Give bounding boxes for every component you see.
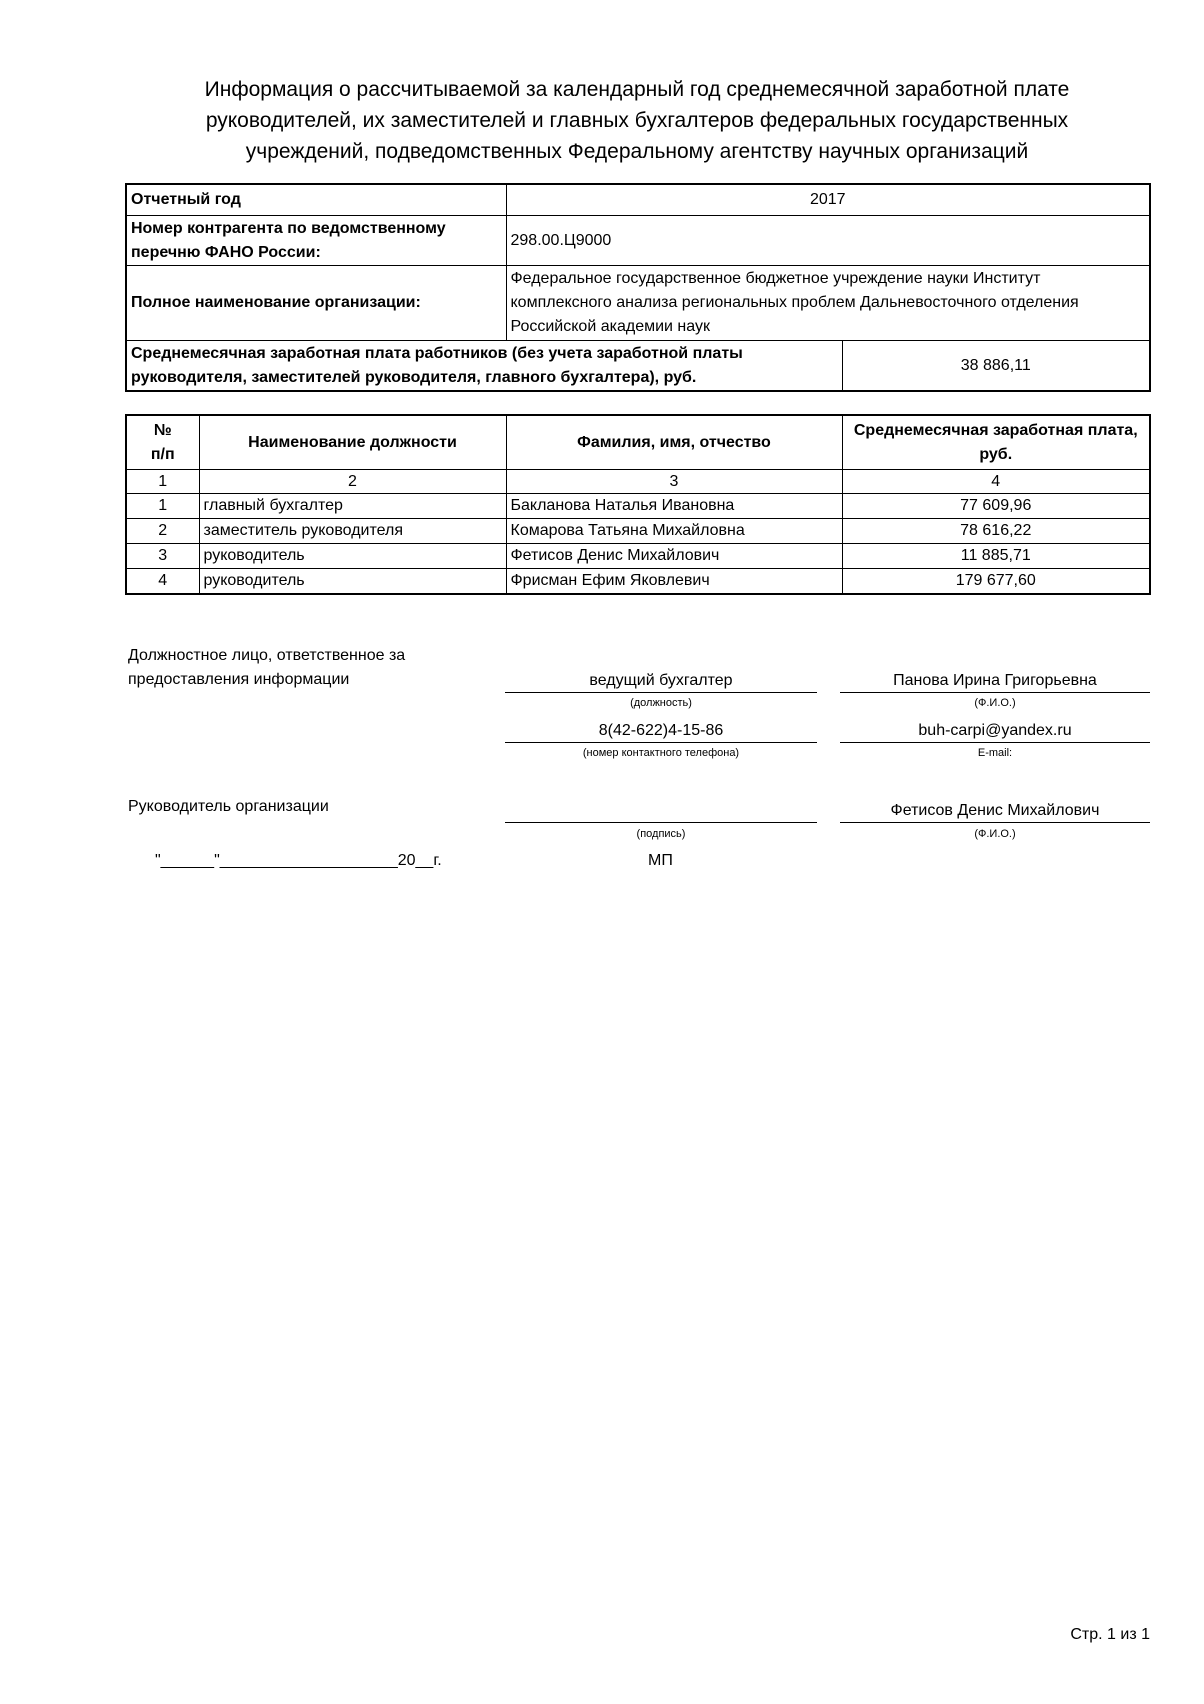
row-num: 4 <box>126 569 199 595</box>
organization-value <box>506 266 1150 341</box>
head-signature-caption: (подпись) <box>636 828 686 840</box>
info-row-average-salary <box>126 341 1150 392</box>
row-salary: 78 616,22 <box>842 519 1150 544</box>
header-num <box>126 415 199 470</box>
responsible-fio-caption: (Ф.И.О.) <box>974 697 1016 709</box>
responsible-fio-line <box>840 692 1150 693</box>
row-num: 3 <box>126 544 199 569</box>
year-value: 2017 <box>506 184 1150 216</box>
head-fio-caption: (Ф.И.О.) <box>974 828 1016 840</box>
info-row-year <box>126 184 1150 216</box>
average-salary-label-line: руководителя, заместителей руководителя, главного бухгалтера), руб. <box>131 368 697 386</box>
row-position: заместитель руководителя <box>199 519 506 544</box>
staff-salary-table <box>125 414 1151 595</box>
title-line: Информация о рассчитываемой за календарный год среднемесячной заработной плате <box>204 78 1070 101</box>
column-number: 3 <box>506 470 842 494</box>
head-label: Руководитель организации <box>128 798 329 815</box>
header-salary-line: Среднемесячная заработная плата, <box>853 421 1138 439</box>
organization-info-table <box>125 183 1151 392</box>
row-name: Фрисман Ефим Яковлевич <box>506 569 842 595</box>
average-salary-value: 38 886,11 <box>842 341 1150 392</box>
document-title <box>125 74 1149 167</box>
responsible-position-caption: (должность) <box>630 697 692 709</box>
responsible-position-line <box>505 692 817 693</box>
info-row-organization <box>126 266 1150 341</box>
date-line: "______"____________________20__г. <box>155 852 442 869</box>
head-signature-line <box>505 822 817 823</box>
table-row <box>126 569 1150 595</box>
responsible-label-line: Должностное лицо, ответственное за <box>128 647 406 664</box>
head-fio-value: Фетисов Денис Михайлович <box>890 802 1100 819</box>
header-salary <box>842 415 1150 470</box>
year-label: Отчетный год <box>126 184 506 216</box>
organization-label: Полное наименование организации: <box>126 266 506 341</box>
responsible-phone-value: 8(42-622)4-15-86 <box>598 722 724 739</box>
organization-value-line: Федеральное государственное бюджетное учреждение науки Институт <box>510 270 1041 287</box>
responsible-phone-caption: (номер контактного телефона) <box>582 747 740 759</box>
row-salary: 11 885,71 <box>842 544 1150 569</box>
contractor-label <box>126 216 506 266</box>
staff-header-row <box>126 415 1150 470</box>
header-salary-line: руб. <box>979 445 1013 463</box>
contractor-value: 298.00.Ц9000 <box>506 216 1150 266</box>
row-salary: 77 609,96 <box>842 494 1150 519</box>
row-num: 2 <box>126 519 199 544</box>
title-line: учреждений, подведомственных Федеральному агентству научных организаций <box>245 140 1029 163</box>
head-fio-line <box>840 822 1150 823</box>
header-name: Фамилия, имя, отчество <box>506 415 842 470</box>
responsible-email-value: buh-carpi@yandex.ru <box>918 722 1072 739</box>
header-num-line: п/п <box>150 445 175 463</box>
row-name: Бакланова Наталья Ивановна <box>506 494 842 519</box>
stamp-placeholder: МП <box>648 852 673 869</box>
table-row <box>126 494 1150 519</box>
row-position: руководитель <box>199 544 506 569</box>
row-num: 1 <box>126 494 199 519</box>
row-position: руководитель <box>199 569 506 595</box>
responsible-position-value: ведущий бухгалтер <box>589 672 733 689</box>
organization-value-line: комплексного анализа региональных проблем Дальневосточного отделения <box>510 294 1079 311</box>
column-number-row <box>126 470 1150 494</box>
responsible-label <box>128 644 405 692</box>
organization-value-line: Российской академии наук <box>510 318 710 335</box>
row-name: Комарова Татьяна Михайловна <box>506 519 842 544</box>
header-position: Наименование должности <box>199 415 506 470</box>
table-row <box>126 544 1150 569</box>
column-number: 1 <box>126 470 199 494</box>
title-line: руководителей, их заместителей и главных бухгалтеров федеральных государственных <box>205 109 1069 132</box>
responsible-email-caption: E-mail: <box>977 747 1013 759</box>
row-salary: 179 677,60 <box>842 569 1150 595</box>
column-number: 2 <box>199 470 506 494</box>
responsible-phone-line <box>505 742 817 743</box>
responsible-email-line <box>840 742 1150 743</box>
header-num-line: № <box>153 421 172 439</box>
contractor-label-line: Номер контрагента по ведомственному <box>131 219 446 237</box>
average-salary-label <box>126 341 842 392</box>
average-salary-label-line: Среднемесячная заработная плата работников (без учета заработной платы <box>131 344 743 362</box>
contractor-label-line: перечню ФАНО России: <box>131 243 321 261</box>
row-position: главный бухгалтер <box>199 494 506 519</box>
page-number: Стр. 1 из 1 <box>1070 1626 1150 1643</box>
row-name: Фетисов Денис Михайлович <box>506 544 842 569</box>
column-number: 4 <box>842 470 1150 494</box>
info-row-contractor <box>126 216 1150 266</box>
responsible-fio-value: Панова Ирина Григорьевна <box>893 672 1097 689</box>
responsible-label-line: предоставления информации <box>128 671 350 688</box>
table-row <box>126 519 1150 544</box>
